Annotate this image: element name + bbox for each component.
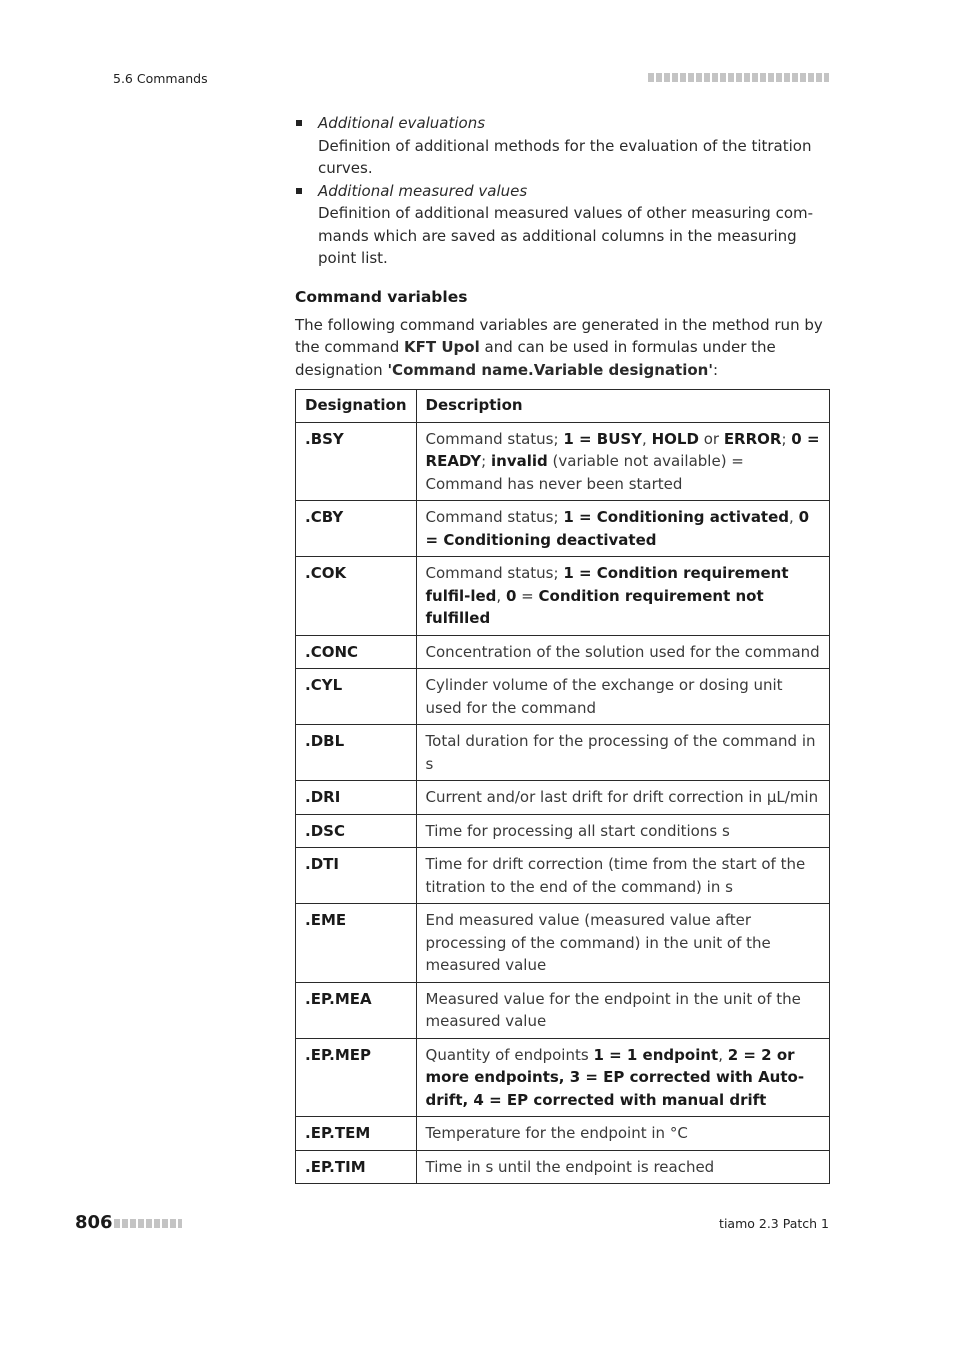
variable-description [416,982,829,1038]
variable-description [416,669,829,725]
description-text: Total duration for the processing of the command in s [425,732,816,773]
description-text: ; [481,452,491,470]
intro-paragraph [295,314,830,382]
variable-designation: .DBL [296,725,417,781]
description-text: Temperature for the endpoint in °C [425,1124,688,1142]
description-text: Time in s until the endpoint is reached [425,1157,715,1176]
description-text: = [516,586,539,605]
table-row [296,422,830,501]
variable-designation: .CBY [296,501,417,557]
bullet-item [295,180,830,270]
description-emphasis: 1 = Condition requirement fulfil-led [425,564,789,605]
description-emphasis: 1 = BUSY [563,429,643,448]
variable-designation: .BSY [296,422,417,501]
variable-description [416,501,829,557]
variable-description [416,557,829,636]
variable-description [416,814,829,848]
variable-designation: .DTI [296,848,417,904]
table-body [296,422,830,1184]
description-text: Current and/or last drift for drift correction in µL/min [425,788,819,806]
column-header-designation: Designation [296,390,417,423]
description-text: , [496,586,506,605]
table-row [296,725,830,781]
table-row [296,781,830,815]
command-name: KFT Upol [404,338,480,356]
command-variables-table [295,389,830,1184]
footer-decoration [114,1219,182,1228]
square-bullet-icon [296,120,302,126]
description-emphasis: 0 = Conditioning deactivated [425,508,809,549]
description-text: (variable not available) = Command has never been started [425,452,744,493]
variable-designation: .EP.MEP [296,1038,417,1117]
variable-designation: .COK [296,557,417,636]
description-text: Command status; [425,564,564,582]
intro-text: The following command variables are generated in the method run by the command [295,315,823,356]
column-header-description: Description [416,390,829,423]
description-text: or [698,429,724,448]
square-bullet-icon [296,188,302,194]
description-text: , [718,1045,728,1064]
designation-format: 'Command name.Variable designation' [387,360,713,379]
description-emphasis: Condition requirement not fulfilled [425,586,764,627]
bullet-description: Definition of additional measured values of other measuring com-mands which are saved as additional columns in the measuring point list. [318,204,814,267]
bullet-title: Additional evaluations [318,114,486,132]
bullet-description: Definition of additional methods for the evaluation of the titration curves. [318,136,812,177]
description-text: Concentration of the solution used for the command [425,642,820,661]
variable-description [416,781,829,815]
table-row [296,1117,830,1151]
description-text: Measured value for the endpoint in the unit of the measured value [425,989,801,1030]
description-text: , [789,508,799,526]
variable-description [416,904,829,983]
section-heading: Command variables [295,287,468,306]
description-emphasis: 2 = 2 or more endpoints, 3 = EP corrected with Auto-drift, 4 = EP corrected with manual drift [425,1045,805,1109]
variable-description [416,422,829,501]
variable-description [416,725,829,781]
variable-designation: .CONC [296,635,417,669]
bullet-item [295,112,830,180]
page-content [295,112,830,1184]
table-row [296,557,830,636]
table-row [296,982,830,1038]
description-emphasis: HOLD [651,429,699,448]
description-text: Time for processing all start conditions s [425,821,730,840]
header-decoration [648,73,829,82]
variable-designation: .EP.MEA [296,982,417,1038]
table-row [296,848,830,904]
bullet-title: Additional measured values [318,181,528,200]
table-row [296,1150,830,1184]
description-emphasis: 0 [505,586,517,605]
variable-description [416,635,829,669]
page-number: 806 [75,1212,113,1233]
table-row [296,669,830,725]
intro-text: and can be used in formulas under the designation [295,338,776,379]
variable-designation: .DRI [296,781,417,815]
description-text: Time for drift correction (time from the start of the titration to the end of the command) in s [425,855,806,896]
variable-description [416,1038,829,1117]
variable-designation: .CYL [296,669,417,725]
description-text: Command status; [425,508,564,526]
description-text: Command status; [425,429,564,448]
variable-designation: .DSC [296,814,417,848]
variable-designation: .EP.TEM [296,1117,417,1151]
description-emphasis: 0 = READY [425,429,820,470]
bullet-list [295,112,830,270]
description-emphasis: 1 = 1 endpoint [593,1045,719,1064]
intro-text: : [712,360,719,379]
table-row [296,635,830,669]
variable-description [416,1117,829,1151]
description-text: ; [781,429,792,448]
table-row [296,904,830,983]
description-emphasis: ERROR [723,429,782,448]
description-text: Cylinder volume of the exchange or dosing unit used for the command [425,676,783,717]
variable-designation: .EP.TIM [296,1150,417,1184]
product-name: tiamo 2.3 Patch 1 [719,1216,829,1231]
description-text: End measured value (measured value after processing of the command) in the unit of the measured value [425,911,771,974]
description-emphasis: invalid [491,452,548,470]
description-emphasis: 1 = Conditioning activated [563,508,790,526]
description-text: Quantity of endpoints [425,1045,594,1064]
table-row [296,501,830,557]
table-row [296,814,830,848]
variable-designation: .EME [296,904,417,983]
table-row [296,1038,830,1117]
description-text: , [642,429,652,448]
variable-description [416,1150,829,1184]
running-header-section: 5.6 Commands [113,71,208,86]
variable-description [416,848,829,904]
table-header-row [296,390,830,423]
